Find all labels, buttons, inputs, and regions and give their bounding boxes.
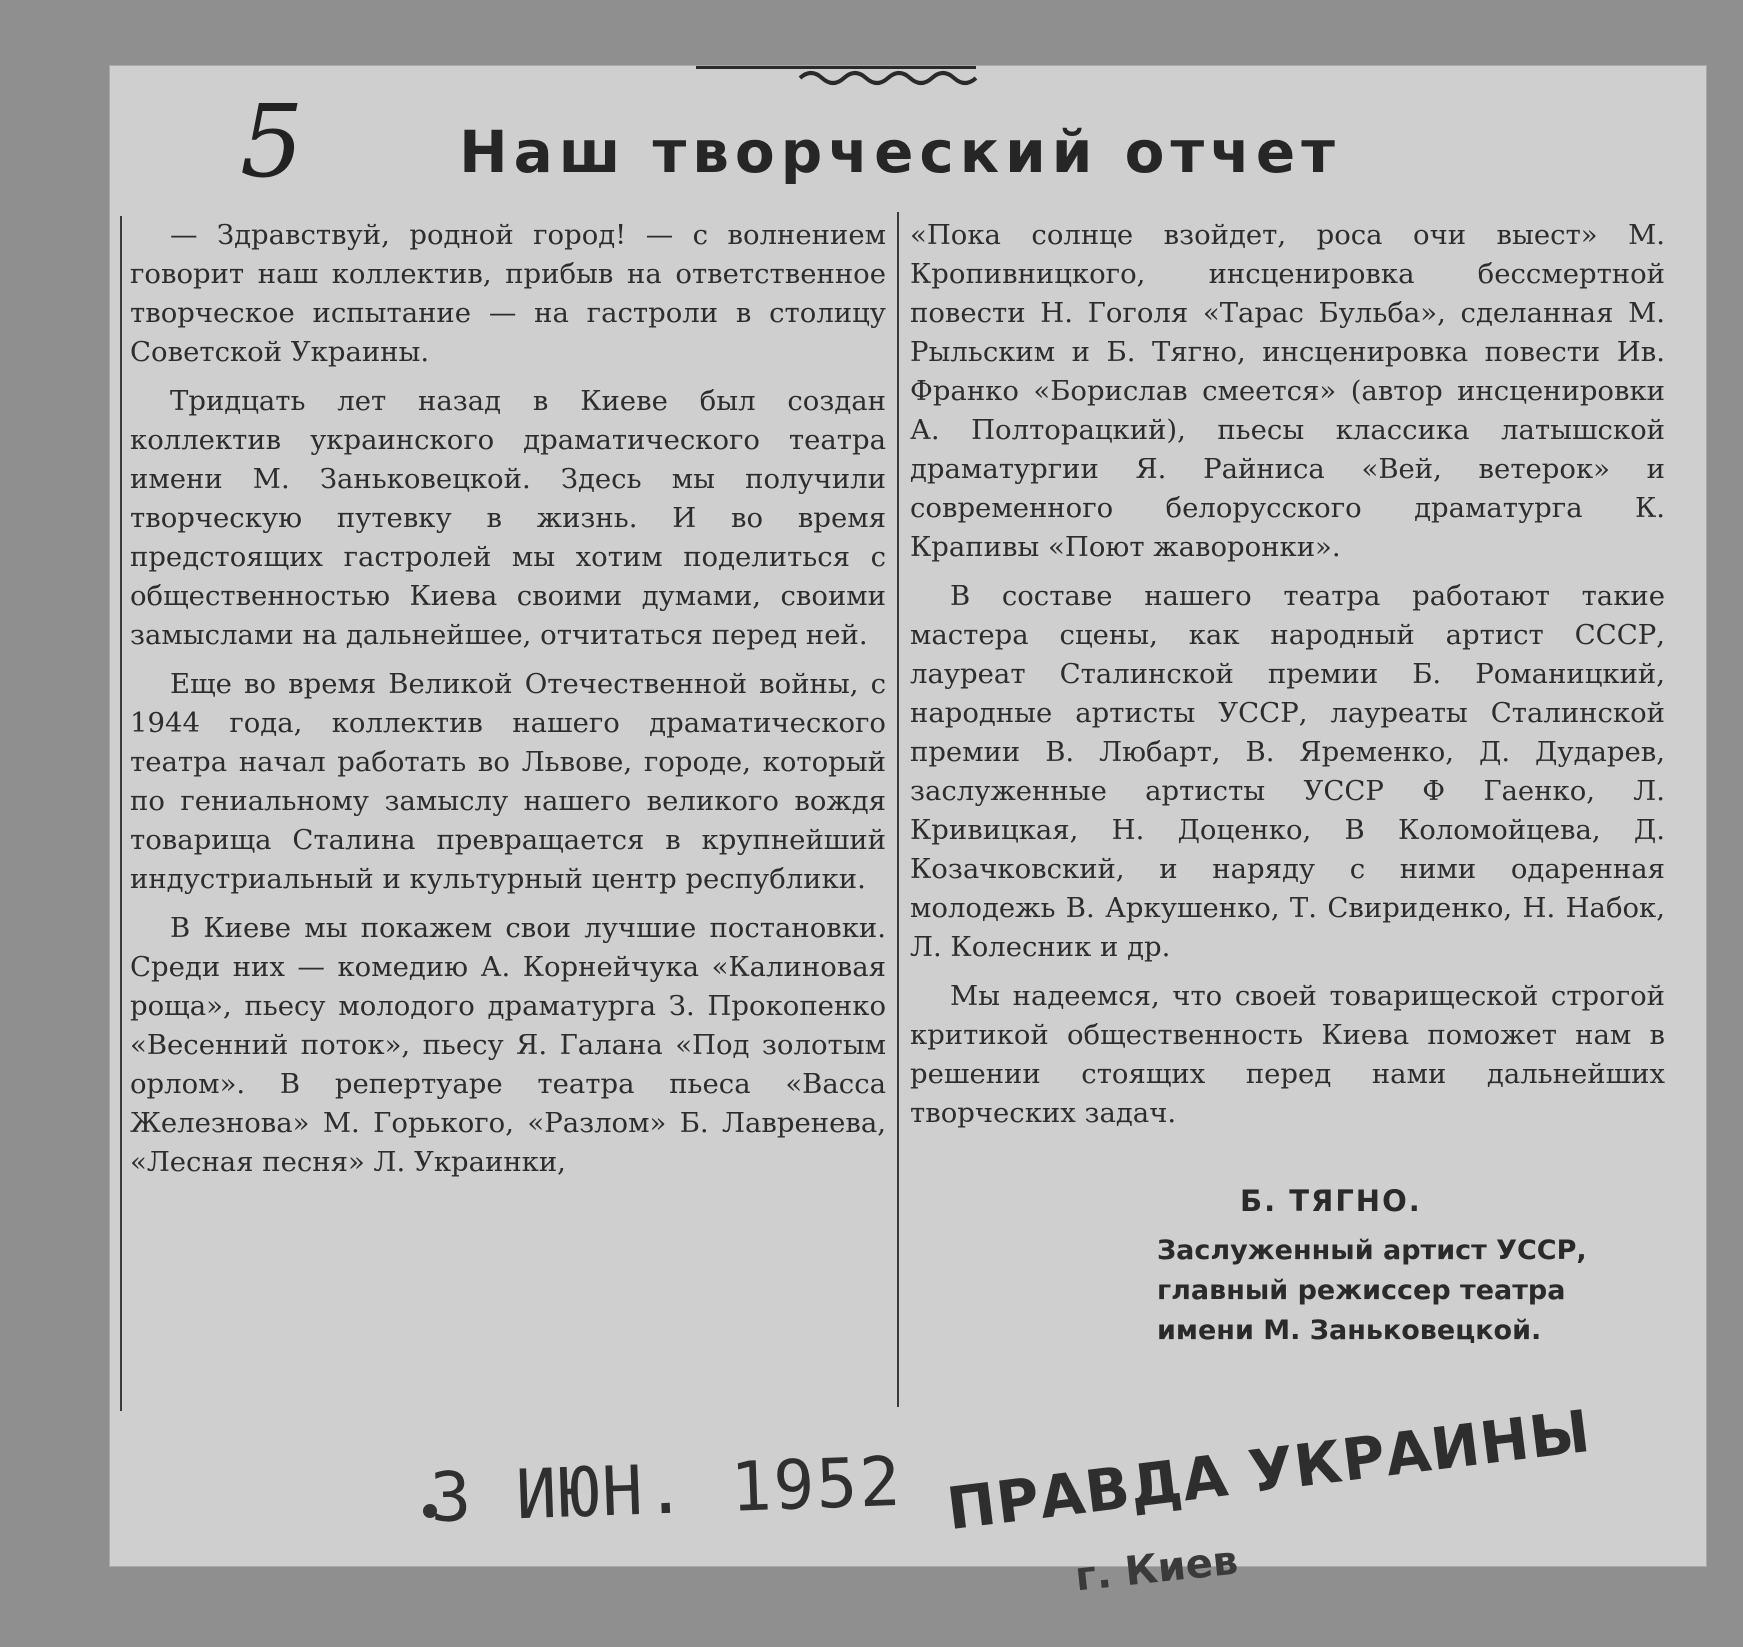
handwritten-number: 5: [240, 83, 304, 200]
author-title-line: Заслуженный артист УССР,: [1157, 1235, 1587, 1266]
date-stamp: 3 ИЮН. 1952: [428, 1442, 904, 1539]
paragraph: — Здравствуй, родной город! — с волнением говорит наш коллектив, прибыв на ответственное творческое испытание — на гастроли в столицу Советской Украины.: [130, 219, 886, 368]
author-title: [1157, 1231, 1632, 1351]
paragraph: В составе нашего театра работают такие мастера сцены, как народный артист СССР, лауреат Сталинской премии Б. Романицкий, народные артисты УССР, лауреаты Сталинской премии В. Любарт, В. Яременко, Д. Дударев, заслуженные артисты УССР Ф Гаенко, Л. Кривицкая, Н. Доценко, В Коломойцева, Д. Козачковский, и наряду с ними одаренная молодежь В. Аркушенко, Т. Свириденко, Н. Набок, Л. Колесник и др.: [910, 580, 1665, 963]
wavy-ornament: [800, 68, 980, 90]
author-title-line: главный режиссер театра: [1157, 1275, 1566, 1306]
paragraph: Мы надеемся, что своей товарищеской строгой критикой общественность Киева поможет нам в решении стоящих перед нами дальнейших творческих задач.: [910, 980, 1665, 1129]
city-stamp: г. Киев: [1073, 1537, 1241, 1601]
paragraph: «Пока солнце взойдет, роса очи выест» М. Кропивницкого, инсценировка бессмертной повести Н. Гоголя «Тарас Бульба», сделанная М. Рыльским и Б. Тягно, инсценировка повести Ив. Франко «Борислав смеется» (автор инсценировки А. Полторацкий), пьесы классика латышской драматургии Я. Райниса «Вей, ветерок» и современного белорусского драматурга К. Крапивы «Поют жаворонки».: [910, 219, 1665, 563]
column-divider: [897, 212, 899, 1407]
author-title-line: имени М. Заньковецкой.: [1157, 1315, 1542, 1346]
paragraph: Тридцать лет назад в Киеве был создан коллектив украинского драматического театра имени М. Заньковецкой. Здесь мы получили творческую путевку в жизнь. И во время предстоящих гастролей мы хотим поделиться с общественностью Киева своими думами, своими замыслами на дальнейшее, отчитаться перед ней.: [130, 385, 886, 651]
newspaper-stamp: ПРАВДА УКРАИНЫ: [943, 1396, 1595, 1544]
author-signature: Б. ТЯГНО.: [1240, 1184, 1422, 1218]
paragraph: В Киеве мы покажем свои лучшие постановки. Среди них — комедию А. Корнейчука «Калиновая роща», пьесу молодого драматурга З. Прокопенко «Весенний поток», пьесу Я. Галана «Под золотым орлом». В репертуаре театра пьеса «Васса Железнова» М. Горького, «Разлом» Б. Лавренева, «Лесная песня» Л. Украинки,: [130, 912, 886, 1178]
newspaper-clipping: [110, 66, 1706, 1601]
article-column-left: [130, 216, 886, 1192]
headline: Наш творческий отчет: [459, 118, 1341, 186]
paragraph: Еще во время Великой Отечественной войны, с 1944 года, коллектив нашего драматического театра начал работать во Львове, городе, который по гениальному замыслу нашего великого вождя товарища Сталина превращается в крупнейший индустриальный и культурный центр республики.: [130, 668, 886, 895]
column-rule-left: [120, 216, 122, 1411]
article-column-right: [910, 216, 1665, 1143]
